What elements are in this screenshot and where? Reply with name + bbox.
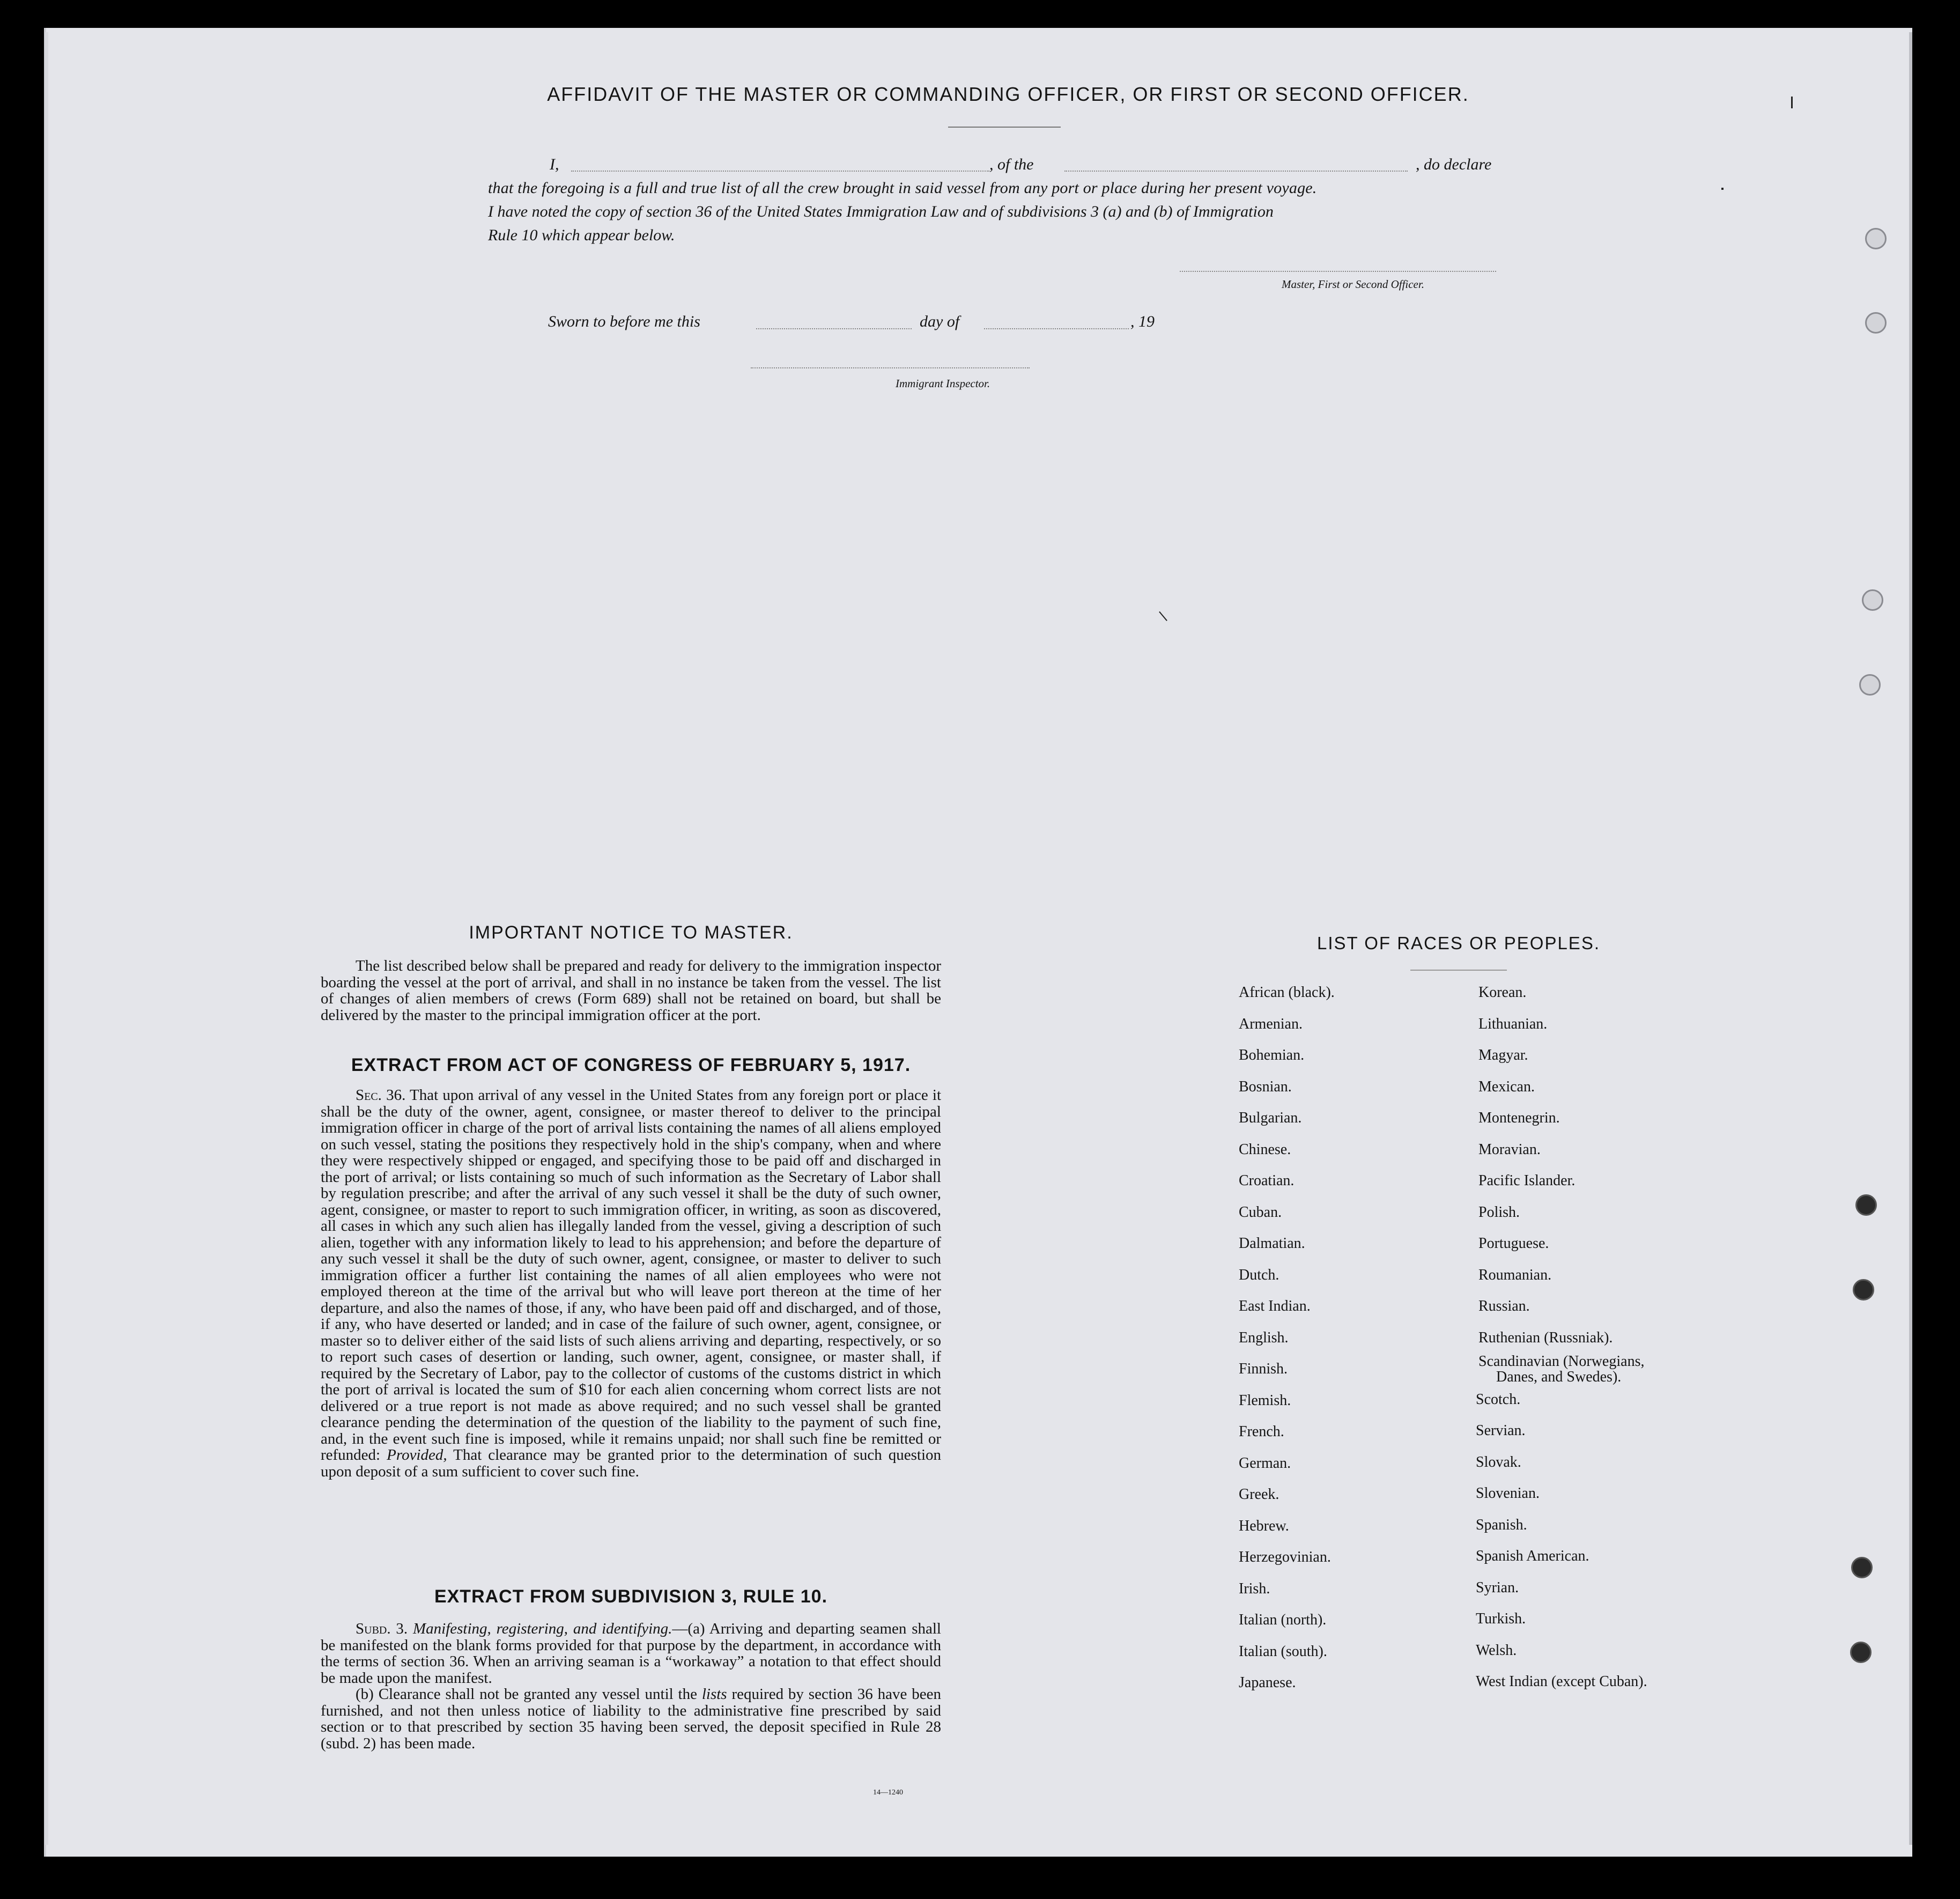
race-item: Flemish.: [1239, 1392, 1291, 1409]
race-item: Dalmatian.: [1239, 1235, 1305, 1252]
race-item: Finnish.: [1239, 1361, 1288, 1377]
race-item: Croatian.: [1239, 1172, 1295, 1189]
race-item: Moravian.: [1478, 1141, 1541, 1158]
rule-a-text: Arriving and departing seamen shall be manifested on the blank forms provided for that purpose by the department, in accordance with the terms of section 36. When an arriving seaman is a “workaway” a notation to that effect should be made upon the manifest.: [321, 1620, 941, 1687]
race-item: Spanish.: [1476, 1517, 1527, 1533]
stray-mark: [1791, 97, 1793, 108]
affidavit-line-3: I have noted the copy of section 36 of the United States Immigration Law and of subdivisions 3 (a) and (b) of Immigration: [488, 203, 1274, 220]
race-item: African (black).: [1239, 984, 1335, 1001]
binder-hole: [1862, 589, 1883, 611]
rule-b-text-2: required by section 36 have been furnished, and not then unless notice of liability to the administrative fine prescribed by said section or to that prescribed by section 35 having been served, the deposit specified in Rule 28 (subd. 2) has been made.: [321, 1686, 941, 1752]
race-item: Bosnian.: [1239, 1078, 1292, 1095]
race-item: Korean.: [1478, 984, 1527, 1001]
affidavit-i-label: I,: [550, 156, 559, 173]
inspector-signature-line[interactable]: [751, 367, 1030, 368]
race-item: Roumanian.: [1478, 1267, 1552, 1283]
act-provided: Provided,: [387, 1446, 447, 1464]
binder-hole: [1851, 1557, 1873, 1578]
rule-body: [321, 1621, 941, 1752]
notice-text: The list described below shall be prepared and ready for delivery to the immigration inspector boarding the vessel at the port of arrival, and shall in no instance be taken from the vessel. The list of changes of alien members of crews (Form 689) shall not be retained on board, but shall be delivered by the master to the principal immigration officer at the port.: [321, 957, 941, 1024]
binder-hole: [1865, 228, 1887, 249]
rule-subd: Subd. 3.: [356, 1620, 408, 1637]
title-underline: [948, 127, 1061, 128]
race-item: French.: [1239, 1423, 1284, 1440]
race-item: Japanese.: [1239, 1674, 1296, 1691]
vessel-blank[interactable]: [1064, 171, 1408, 172]
race-item: Italian (south).: [1239, 1643, 1327, 1660]
races-title: LIST OF RACES OR PEOPLES.: [1316, 933, 1601, 953]
race-item: Cuban.: [1239, 1204, 1282, 1221]
race-item: Bohemian.: [1239, 1047, 1305, 1063]
races-title-underline: [1410, 970, 1507, 971]
race-item: Welsh.: [1476, 1642, 1517, 1659]
binder-hole: [1859, 674, 1881, 696]
race-item: Russian.: [1478, 1298, 1530, 1314]
race-item: Dutch.: [1239, 1267, 1279, 1283]
race-item: Armenian.: [1239, 1016, 1303, 1032]
race-item: Pacific Islander.: [1478, 1172, 1576, 1189]
inspector-caption: Immigrant Inspector.: [896, 377, 990, 390]
act-text: That upon arrival of any vessel in the United States from any foreign port or place it shall be the duty of the owner, agent, consignee, or master thereof to deliver to the principal immigration officer in charge of the port of arrival lists containing the names of all aliens employed on such vessel, stating the positions they respectively hold in the ship's company, when and where they were respectively shipped or engaged, and specifying those to be paid off and discharged in the port of arrival; or lists containing so much of such information as the Secretary of Labor shall by regulation prescribe; and after the arrival of any such vessel it shall be the duty of such owner, agent, consignee, or master to report to such immigration officer, in writing, as soon as discovered, all cases in which any such alien has illegally landed from the vessel, giving a description of such alien, together with any information likely to lead to his apprehension; and before the departure of any such vessel it shall be the duty of such owner, agent, consignee, or master to deliver to such immigration officer a further list containing the names of all alien employees who were not employed thereon at the time of the arrival but who will leave port thereon at the time of her departure, and also the names of those, if any, who have been paid off and discharged, and of those, if any, who have deserted or landed; and in case of the failure of such owner, agent, consignee, or master so to deliver either of the said lists of such aliens arriving and departing, respectively, or so to report such cases of desertion or landing, such owner, agent, consignee, or master shall, if required by the Secretary of Labor, pay to the collector of customs of the customs district in which the port of arrival is located the sum of $10 for each alien concerning whom correct lists are not delivered or a true report is not made as above required; and no such vessel shall be granted clearance pending the determination of the question of the liability to the payment of such fine, and, in the event such fine is imposed, while it remains unpaid; nor shall such fine be remitted or refunded:: [321, 1087, 942, 1464]
race-item: West Indian (except Cuban).: [1476, 1673, 1647, 1690]
race-item: Ruthenian (Russniak).: [1478, 1329, 1613, 1346]
race-item: Scandinavian (Norwegians,: [1478, 1353, 1645, 1370]
race-item: Bulgarian.: [1239, 1110, 1302, 1126]
binder-hole: [1850, 1642, 1872, 1663]
race-item: Montenegrin.: [1478, 1110, 1560, 1126]
race-item: Servian.: [1476, 1422, 1526, 1439]
race-item: Lithuanian.: [1478, 1016, 1548, 1032]
sworn-label: Sworn to before me this: [548, 313, 700, 330]
rule-b-lists: lists: [701, 1686, 727, 1703]
officer-signature-line[interactable]: [1180, 271, 1496, 272]
act-sec: Sec. 36.: [356, 1087, 406, 1104]
race-item: Spanish American.: [1476, 1548, 1589, 1564]
name-blank[interactable]: [571, 171, 989, 172]
rule-heading: Manifesting, registering, and identifying.: [412, 1620, 672, 1637]
race-item: Mexican.: [1478, 1078, 1535, 1095]
form-number: 14—1240: [873, 1789, 903, 1797]
rule-title: EXTRACT FROM SUBDIVISION 3, RULE 10.: [434, 1586, 828, 1607]
race-item: Hebrew.: [1239, 1518, 1289, 1534]
stray-mark: [1721, 188, 1724, 190]
affidavit-do-declare: , do declare: [1416, 156, 1492, 173]
race-item: Magyar.: [1478, 1047, 1528, 1063]
day-blank[interactable]: [756, 328, 912, 329]
affidavit-title: AFFIDAVIT OF THE MASTER OR COMMANDING OFFICER, OR FIRST OR SECOND OFFICER.: [547, 83, 1469, 105]
race-item: Portuguese.: [1478, 1235, 1549, 1252]
month-blank[interactable]: [984, 328, 1129, 329]
affidavit-line-4: Rule 10 which appear below.: [488, 226, 675, 244]
race-item: Turkish.: [1476, 1610, 1526, 1627]
race-item: Greek.: [1239, 1486, 1279, 1503]
rule-b-label: (b): [356, 1686, 374, 1703]
race-item: Irish.: [1239, 1580, 1270, 1597]
year-label: , 19: [1130, 313, 1155, 330]
day-of-label: day of: [920, 313, 960, 330]
binder-hole: [1865, 312, 1887, 334]
notice-title: IMPORTANT NOTICE TO MASTER.: [469, 922, 793, 943]
page-left-edge: [45, 32, 48, 1845]
race-item: Polish.: [1478, 1204, 1520, 1221]
race-item: Scotch.: [1476, 1391, 1521, 1408]
affidavit-line-2: that the foregoing is a full and true list of all the crew brought in said vessel from any port or place during her present voyage.: [488, 179, 1317, 197]
page-right-edge: [1909, 32, 1912, 1845]
race-item: Italian (north).: [1239, 1612, 1327, 1628]
binder-hole: [1855, 1194, 1877, 1216]
race-item: Slovenian.: [1476, 1485, 1540, 1502]
officer-caption: Master, First or Second Officer.: [1282, 278, 1424, 291]
race-item: Herzegovinian.: [1239, 1549, 1331, 1565]
binder-hole: [1853, 1279, 1874, 1301]
notice-body: [321, 958, 941, 1023]
act-title: EXTRACT FROM ACT OF CONGRESS OF FEBRUARY 5, 1917.: [351, 1055, 911, 1075]
race-item: English.: [1239, 1329, 1289, 1346]
rule-a-label: —(a): [672, 1620, 705, 1637]
race-item: German.: [1239, 1455, 1291, 1472]
rule-b-text-1: Clearance shall not be granted any vessel until the: [378, 1686, 697, 1703]
race-item: Slovak.: [1476, 1454, 1521, 1471]
race-item: Danes, and Swedes).: [1496, 1369, 1622, 1385]
affidavit-of-the: , of the: [989, 156, 1034, 173]
act-body: [321, 1087, 941, 1480]
race-item: Chinese.: [1239, 1141, 1291, 1158]
race-item: Syrian.: [1476, 1579, 1519, 1596]
race-item: East Indian.: [1239, 1298, 1311, 1314]
act-text-end: That clearance may be granted prior to the determination of such question upon deposit of a sum sufficient to cover such fine.: [321, 1446, 941, 1480]
